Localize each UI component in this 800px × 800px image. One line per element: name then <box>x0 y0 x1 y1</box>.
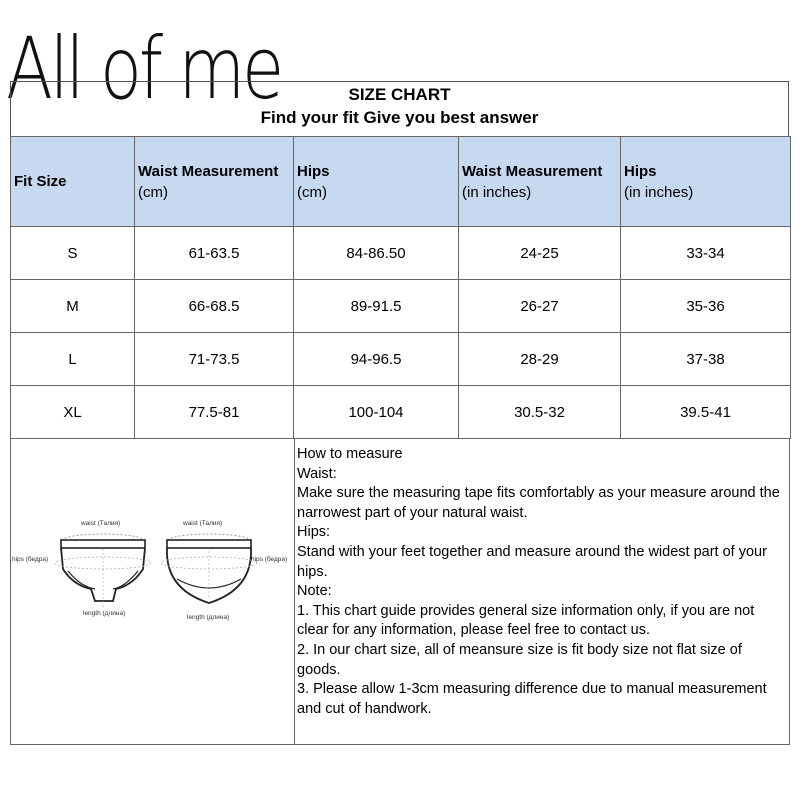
hips-cm-cell: 94-96.5 <box>294 333 459 386</box>
column-header-fit-size <box>11 137 135 227</box>
hips-label: Hips: <box>297 524 331 541</box>
hips-in-cell: 39.5-41 <box>621 386 791 439</box>
brief-front-drawing <box>12 520 125 617</box>
waist-in-cell: 30.5-32 <box>459 386 621 439</box>
waist-in-cell: 26-27 <box>459 280 621 333</box>
column-header-label: Fit Size <box>14 173 67 190</box>
table-header-row <box>11 137 791 227</box>
note-label: Note: <box>297 583 332 600</box>
measure-guide-box <box>10 438 790 745</box>
size-cell: L <box>11 333 135 386</box>
table-row <box>11 227 791 280</box>
hips-instruction: Stand with your feet together and measure around the widest part of your hips. <box>297 543 767 580</box>
column-header-unit: (in inches) <box>624 183 694 201</box>
front-length-label: length (длина) <box>83 610 126 617</box>
hips-in-cell: 37-38 <box>621 333 791 386</box>
waist-cm-cell: 77.5-81 <box>135 386 294 439</box>
chart-title-box <box>10 81 789 136</box>
column-header-hips-cm <box>294 137 459 227</box>
measure-instructions <box>297 445 785 719</box>
back-waist-label: waist (Талия) <box>183 520 223 527</box>
instructions-heading: How to measure <box>297 446 403 462</box>
guide-divider <box>294 439 295 744</box>
column-header-unit: (in inches) <box>462 183 532 201</box>
front-hips-label: hips (бедра) <box>12 556 49 563</box>
hips-in-cell: 33-34 <box>621 227 791 280</box>
waist-cm-cell: 71-73.5 <box>135 333 294 386</box>
note-item: 3. Please allow 1-3cm measuring difference due to manual measurement and cut of handwork. <box>297 681 767 717</box>
waist-label: Waist: <box>297 465 337 482</box>
size-cell: S <box>11 227 135 280</box>
column-header-unit: (cm) <box>297 183 327 201</box>
chart-subtitle: Find your fit Give you best answer <box>260 108 539 127</box>
column-header-label: Hips <box>297 162 330 180</box>
measurement-illustration <box>11 439 294 744</box>
back-length-label: length (длина) <box>187 614 230 621</box>
table-row <box>11 386 791 439</box>
column-header-label: Waist Measurement <box>462 162 603 180</box>
column-header-hips-in <box>621 137 791 227</box>
waist-instruction: Make sure the measuring tape fits comfortably as your measure around the narrowest part of your natural waist. <box>297 485 780 521</box>
column-header-unit: (cm) <box>138 183 168 201</box>
brief-back-drawing <box>182 520 287 621</box>
column-header-waist-in <box>459 137 621 227</box>
waist-in-cell: 24-25 <box>459 227 621 280</box>
table-row <box>11 280 791 333</box>
size-cell: XL <box>11 386 135 439</box>
column-header-label: Hips <box>624 162 657 180</box>
column-header-label: Waist Measurement <box>138 162 279 180</box>
brand-logo-text: All of me <box>6 19 281 119</box>
brief-back-icon <box>161 534 257 603</box>
column-header-waist-cm <box>135 137 294 227</box>
back-hips-label: hips (бедра) <box>251 556 288 563</box>
table-row <box>11 333 791 386</box>
note-item: 1. This chart guide provides general size information only, if you are not clear for any information, please feel free to contact us. <box>297 602 755 639</box>
hips-cm-cell: 100-104 <box>294 386 459 439</box>
size-table <box>10 136 791 439</box>
note-item: 2. In our chart size, all of meansure size is fit body size not flat size of goods. <box>297 641 742 678</box>
waist-in-cell: 28-29 <box>459 333 621 386</box>
hips-cm-cell: 89-91.5 <box>294 280 459 333</box>
size-cell: M <box>11 280 135 333</box>
hips-in-cell: 35-36 <box>621 280 791 333</box>
front-waist-label: waist (Талия) <box>81 520 121 527</box>
waist-cm-cell: 66-68.5 <box>135 280 294 333</box>
brief-front-icon <box>55 534 151 607</box>
waist-cm-cell: 61-63.5 <box>135 227 294 280</box>
chart-title: SIZE CHART <box>348 85 451 104</box>
hips-cm-cell: 84-86.50 <box>294 227 459 280</box>
